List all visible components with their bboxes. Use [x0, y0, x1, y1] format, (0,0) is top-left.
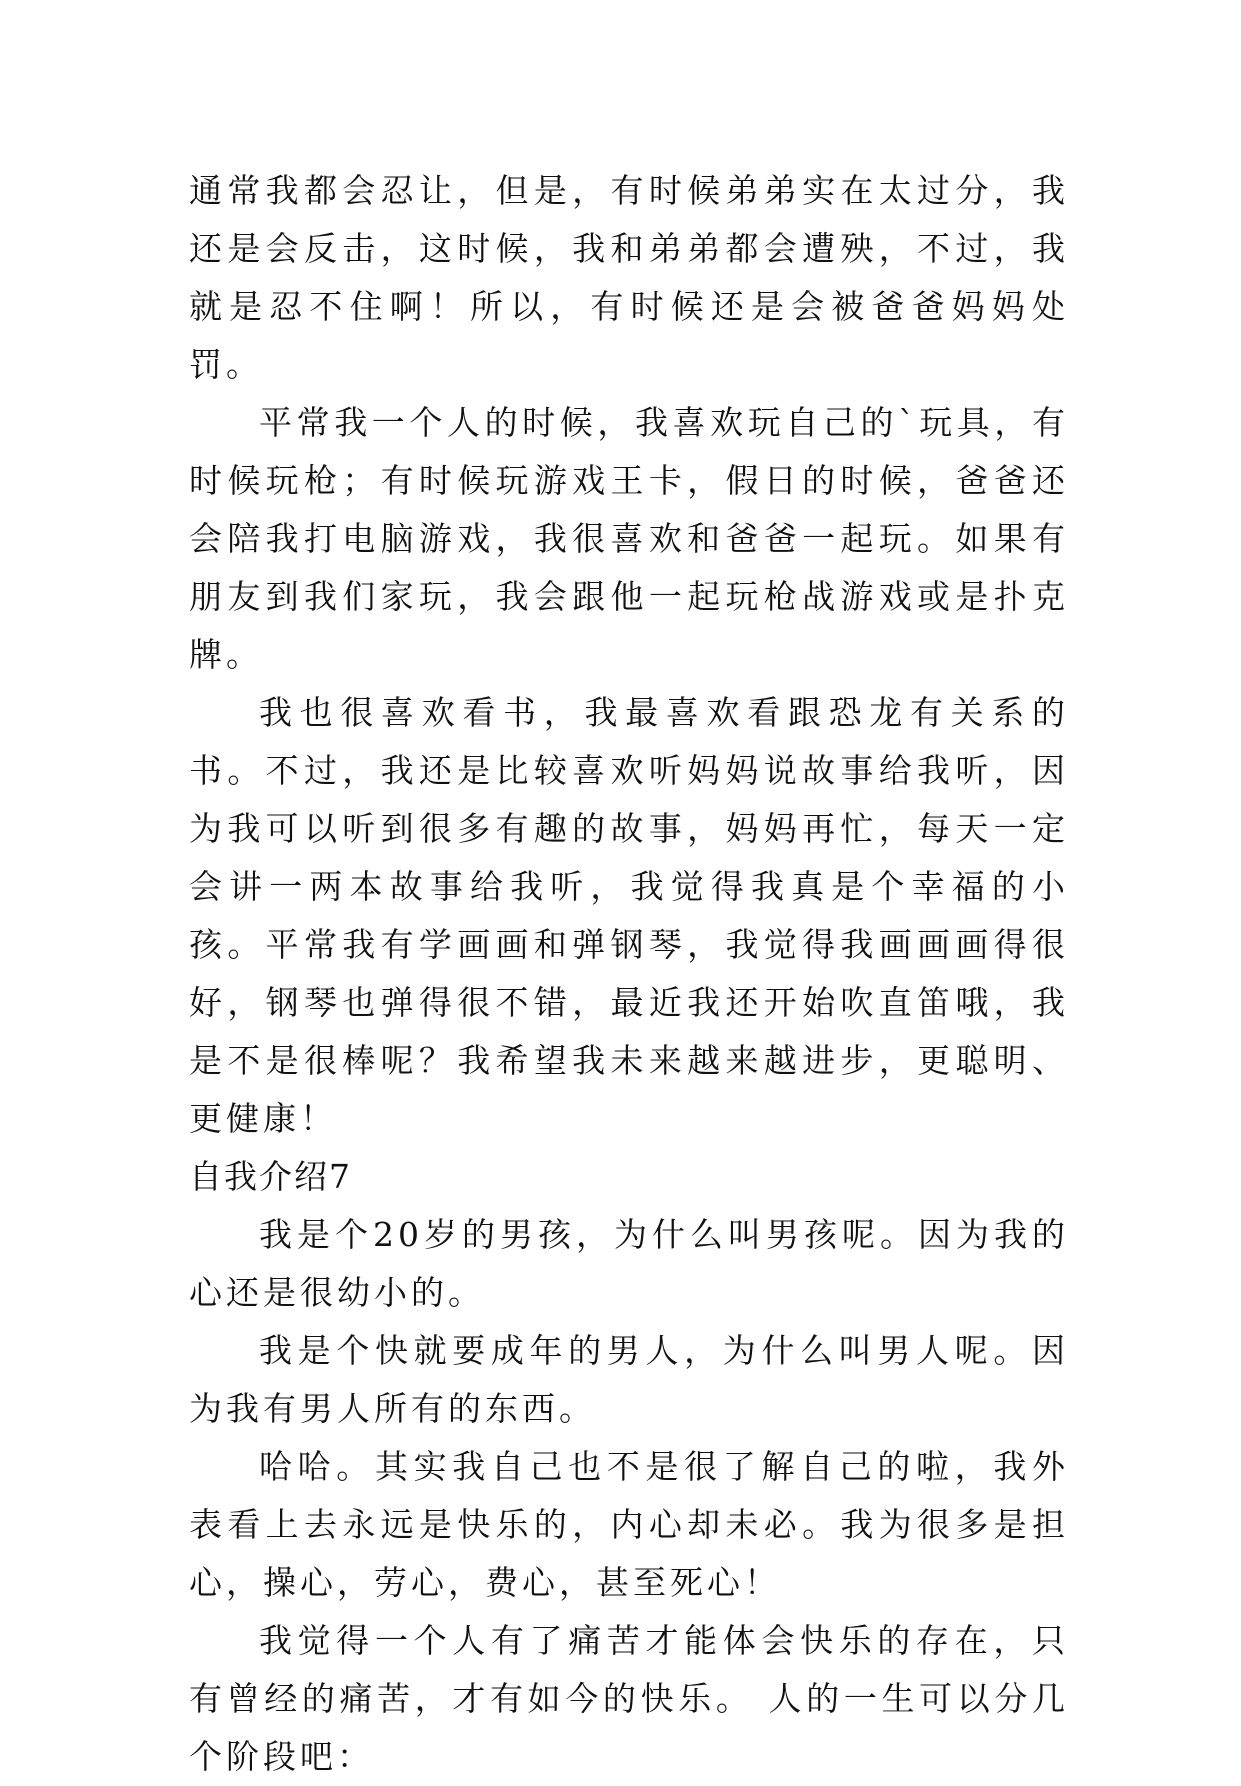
paragraph-boy: 我是个20岁的男孩，为什么叫男孩呢。因为我的心还是很幼小的。 [189, 1215, 1069, 1312]
paragraph-man: 我是个快就要成年的男人，为什么叫男人呢。因为我有男人所有的东西。 [189, 1331, 1069, 1428]
section-heading: 自我介绍7 [189, 1157, 352, 1196]
paragraph-pain: 我觉得一个人有了痛苦才能体会快乐的存在，只有曾经的痛苦，才有如今的快乐。 人的一生可以分几个阶段吧： [189, 1621, 1069, 1776]
paragraph-continuation: 通常我都会忍让，但是，有时候弟弟实在太过分，我还是会反击，这时候，我和弟弟都会遭殃，不过，我就是忍不住啊！所以，有时候还是会被爸爸妈妈处罚。 [189, 171, 1069, 384]
paragraph-play: 平常我一个人的时候，我喜欢玩自己的`玩具，有时候玩枪；有时候玩游戏王卡，假日的时候，爸爸还会陪我打电脑游戏，我很喜欢和爸爸一起玩。如果有朋友到我们家玩，我会跟他一起玩枪战游戏或是扑克牌。 [189, 403, 1069, 674]
paragraph-self: 哈哈。其实我自己也不是很了解自己的啦，我外表看上去永远是快乐的，内心却未必。我为很多是担心，操心，劳心，费心，甚至死心！ [189, 1447, 1069, 1602]
paragraph-reading: 我也很喜欢看书，我最喜欢看跟恐龙有关系的书。不过，我还是比较喜欢听妈妈说故事给我听，因为我可以听到很多有趣的故事，妈妈再忙，每天一定会讲一两本故事给我听，我觉得我真是个幸福的小孩。平常我有学画画和弹钢琴，我觉得我画画画得很好，钢琴也弹得很不错，最近我还开始吹直笛哦，我是不是很棒呢？我希望我未来越来越进步，更聪明、更健康！ [189, 693, 1069, 1138]
document-body [189, 162, 1069, 1786]
